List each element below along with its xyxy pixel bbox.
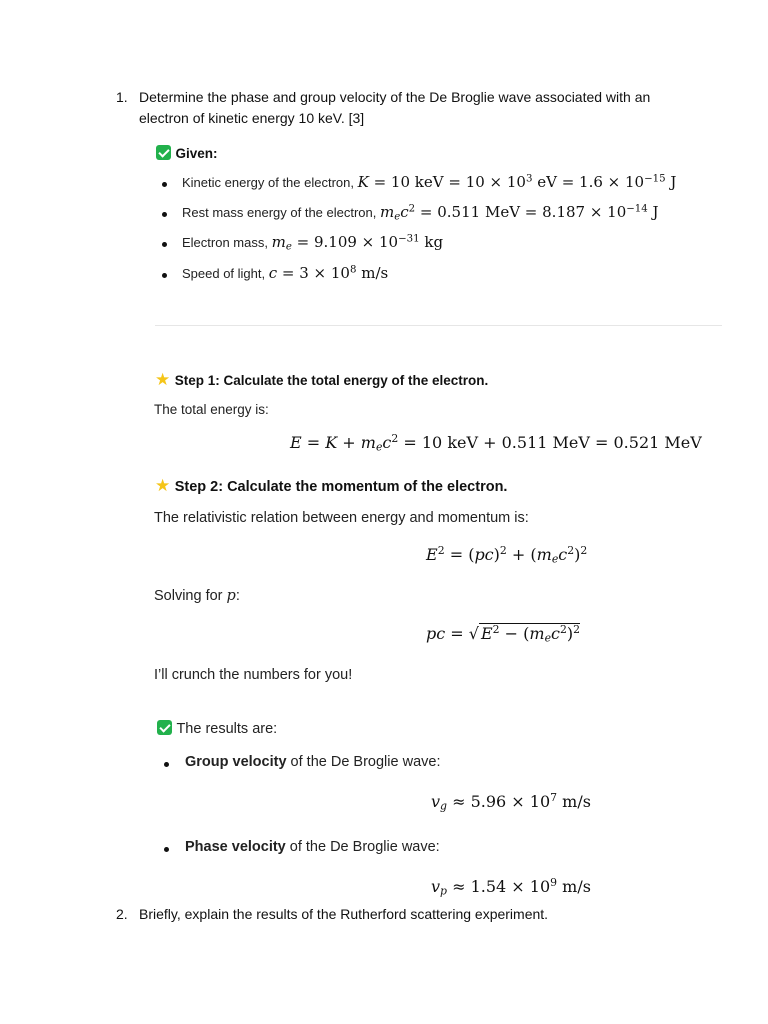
question-1-line-1: Determine the phase and group velocity of the De Broglie wave associated with an [139,89,651,105]
check-icon [157,720,172,735]
question-1-line-2: electron of kinetic energy 10 keV. [3] [139,110,365,126]
step-2-intro: The relativistic relation between energy and momentum is: [154,510,529,526]
given-math-1: K = 10 keV = $10 \times 10^3$ eV = $1.6 \times 10^{-15}$ J [357,173,677,191]
given-item-rest-mass-energy: Rest mass energy of the electron, $m_ec^2 = 0.511$ MeV = $8.187 \times 10^{-14}$ J [182,203,659,223]
given-math-4: $c = 3 \times 10^8$ m/s [268,264,389,282]
step-2-header [155,477,507,496]
check-icon [156,145,171,160]
star-icon: ★ [155,370,171,389]
step-1-header [155,371,488,390]
crunch-note: I’ll crunch the numbers for you! [154,667,353,683]
question-2-text: Briefly, explain the results of the Rutherford scattering experiment. [139,906,549,922]
given-math-2: $m_ec^2 = 0.511$ MeV = $8.187 \times 10^{-14}$ J [379,203,659,223]
step-2-equation-2: pc = √ $E^2 - (m_ec^2)^2$ [426,623,581,645]
given-header [156,145,217,163]
results-label: The results are: [176,721,278,737]
phase-velocity-equation: $v_p \approx 1.54 \times 10^9$ m/s [431,876,591,898]
group-velocity-equation: $v_g \approx 5.96 \times 10^7$ m/s [431,791,591,813]
given-item-kinetic-energy: Kinetic energy of the electron, K = 10 keV = $10 \times 10^3$ eV = $1.6 \times 10^{-15}$ J [182,173,677,191]
section-divider [155,325,722,326]
given-label: Given: [175,146,218,161]
given-item-electron-mass: Electron mass, $m_e = 9.109 \times 10^{-31}$ kg [182,233,444,253]
results-header [157,720,277,738]
bullet-icon [162,212,167,217]
question-1-number: 1. [116,89,128,105]
group-velocity-item: Group velocity of the De Broglie wave: [185,754,441,770]
bullet-icon [164,762,169,767]
step-1-intro: The total energy is: [154,402,269,417]
step-2-solving-text: Solving for p: [154,588,240,604]
step-1-title: Step 1: Calculate the total energy of the electron. [174,373,489,388]
bullet-icon [162,242,167,247]
bullet-icon [162,273,167,278]
bullet-icon [164,847,169,852]
given-item-speed-of-light: Speed of light, $c = 3 \times 10^8$ m/s [182,264,389,282]
step-2-title: Step 2: Calculate the momentum of the electron. [174,479,508,495]
phase-velocity-item: Phase velocity of the De Broglie wave: [185,839,440,855]
bullet-icon [162,182,167,187]
question-2-number: 2. [116,906,128,922]
star-icon: ★ [155,476,171,495]
step-1-equation: $E = K + m_ec^2 = 10$ keV + 0.511 MeV = 0.521 MeV [290,432,702,454]
step-2-equation: $E^2 = (pc)^2 + (m_ec^2)^2$ [426,544,588,566]
given-math-3: $m_e = 9.109 \times 10^{-31}$ kg [271,233,444,253]
